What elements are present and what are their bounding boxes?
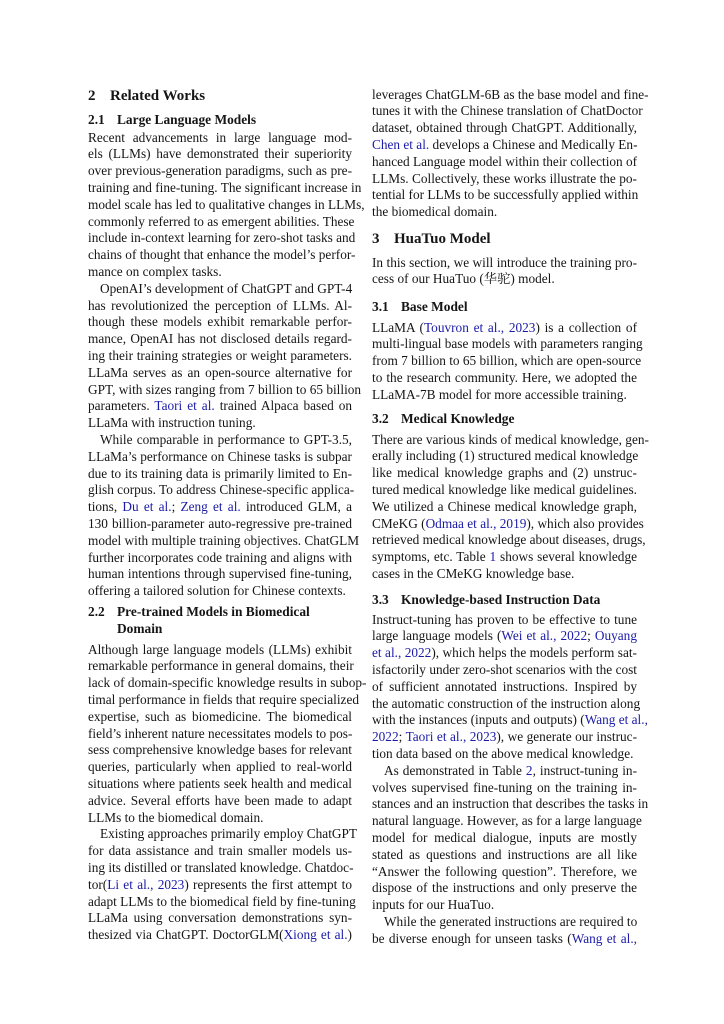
text-segment: adapt LLMs to the biomedical field by fine-tuning — [88, 893, 356, 909]
text-segment: LLaMa serves as an open-source alternative for — [88, 364, 352, 380]
text-line — [372, 679, 637, 696]
text-segment: LLMs to the biomedical domain. — [88, 809, 264, 825]
text-segment: model scale has led to qualitative changes in LLMs, — [88, 196, 365, 212]
text-line — [372, 712, 648, 729]
citation-link[interactable]: Xiong et al. — [283, 927, 348, 943]
text-line — [372, 566, 637, 583]
text-line — [372, 499, 637, 516]
text-segment: tunes it with the Chinese translation of ChatDoctor — [372, 103, 643, 119]
text-line — [88, 331, 352, 348]
section-number: 2.1 — [88, 112, 105, 127]
text-line — [88, 130, 352, 147]
section-title: Related Works — [110, 88, 206, 104]
citation-link[interactable]: Taori et al., 2023 — [405, 729, 497, 745]
subsection-heading — [372, 410, 637, 427]
text-segment: leverages ChatGLM-6B as the base model and fine- — [372, 86, 649, 102]
text-segment: OpenAI’s development of ChatGPT and GPT-4 — [100, 280, 353, 296]
text-segment: lack of domain-specific knowledge results in subop- — [88, 675, 367, 691]
text-line — [372, 830, 637, 847]
text-segment: inputs for our HuaTuo. — [372, 897, 495, 913]
text-segment: over previous-generation paradigms, such as pre- — [88, 163, 352, 179]
text-segment: ), we generate our instruc- — [496, 729, 638, 745]
subsection-heading — [372, 591, 637, 608]
section-heading — [88, 87, 352, 105]
text-segment: 130 billion-parameter auto-regressive pre-trained — [88, 515, 352, 531]
text-segment: cess of our HuaTuo (华驼) model. — [372, 271, 555, 287]
text-line — [88, 658, 352, 675]
section-heading — [372, 230, 637, 248]
text-segment: though these models exhibit remarkable perfor- — [88, 314, 352, 330]
text-segment: tions, — [88, 499, 123, 515]
text-line — [88, 742, 352, 759]
text-line — [372, 255, 637, 272]
text-line — [372, 431, 649, 449]
text-segment: cases in the CMeKG knowledge base. — [372, 565, 575, 581]
text-segment: natural language. However, as for a large language — [372, 813, 642, 829]
text-line — [372, 931, 637, 948]
text-line — [88, 398, 352, 415]
text-segment: queries, particularly when applied to real-world — [88, 759, 352, 775]
right-column — [372, 0, 649, 1024]
text-segment: LLaMA ( — [372, 319, 424, 335]
section-number: 2.2 — [88, 604, 105, 619]
text-segment: Existing approaches primarily employ ChatGPT — [100, 826, 358, 842]
text-segment: ; — [171, 499, 181, 515]
text-line — [88, 264, 352, 281]
citation-link[interactable]: Wei et al., 2022 — [501, 628, 588, 644]
text-line — [372, 120, 637, 137]
text-line — [88, 298, 352, 315]
text-segment: LLaMA-7B model for more accessible training. — [372, 386, 627, 402]
text-segment: the automatic construction of the instruction along — [372, 695, 641, 711]
text-line — [88, 691, 359, 709]
paragraph — [88, 641, 367, 827]
citation-link[interactable]: Li et al., 2023 — [107, 876, 185, 892]
text-segment: LLaMa with instruction tuning. — [88, 415, 256, 431]
text-line — [88, 642, 352, 659]
text-line — [88, 482, 355, 499]
citation-link[interactable]: Du et al. — [122, 499, 172, 515]
text-line — [372, 465, 637, 482]
text-segment: We utilized a Chinese medical knowledge graph, — [372, 498, 637, 514]
text-segment: While comparable in performance to GPT-3.5, — [100, 432, 352, 447]
citation-link[interactable]: Wang et al., — [571, 930, 637, 946]
text-line — [372, 695, 641, 713]
text-segment: has revolutionized the perception of LLMs. Al- — [88, 297, 352, 313]
text-segment: large language models ( — [372, 628, 502, 644]
text-line — [372, 103, 643, 120]
text-line — [372, 353, 642, 370]
text-line — [88, 759, 352, 776]
text-line — [372, 897, 637, 914]
text-line — [88, 432, 352, 449]
text-segment: field’s inherent nature necessitates models to pos- — [88, 725, 353, 741]
text-segment: ), which helps the models perform sat- — [431, 645, 637, 661]
paragraph — [372, 611, 648, 763]
text-segment: introduced GLM, a — [240, 499, 352, 515]
text-segment: Instruct-tuning has proven to be effective to tune — [372, 611, 637, 627]
text-line — [372, 864, 637, 881]
text-line — [372, 628, 637, 645]
text-segment: shows several knowledge — [496, 549, 637, 565]
text-line — [88, 499, 352, 516]
paragraph — [88, 432, 360, 600]
text-segment: volves supervised fine-tuning on the training in- — [372, 779, 637, 795]
text-segment: offering a tailored solution for Chinese contexts. — [88, 583, 346, 599]
text-segment: ing its distilled or translated knowledge. Chatdoc- — [88, 859, 354, 875]
text-line — [88, 776, 352, 793]
text-line — [88, 810, 352, 827]
paragraph — [88, 280, 362, 432]
text-segment: situations where patients seek health and medical — [88, 775, 352, 791]
text-segment: LLMs. Collectively, these works illustrate the po- — [372, 170, 637, 186]
text-segment: be diverse enough for unseen tasks ( — [372, 930, 572, 946]
text-segment: like medical knowledge graphs and (2) unstruc- — [372, 465, 637, 481]
text-line — [88, 826, 358, 843]
text-segment: model with multiple training objectives. ChatGLM — [88, 532, 360, 548]
text-line — [88, 449, 352, 466]
citation-link[interactable]: Touvron et al., 2023 — [423, 319, 536, 335]
text-line — [88, 281, 352, 298]
text-line — [372, 187, 637, 204]
text-segment: trained Alpaca based on — [214, 398, 353, 414]
text-segment: remarkable performance in general domains, their — [88, 658, 354, 674]
text-line — [88, 146, 352, 163]
text-segment: human intentions through supervised fine-tuning, — [88, 566, 352, 582]
text-segment: expertise, such as biomedicine. The biomedical — [88, 708, 352, 724]
paragraph — [372, 319, 643, 404]
text-line — [88, 415, 352, 432]
text-segment: training and fine-tuning. The significant increase in — [88, 179, 362, 195]
text-line — [88, 466, 352, 483]
text-segment: Recent advancements in large language mod- — [88, 129, 352, 145]
text-segment: ; — [587, 628, 595, 644]
text-segment: include in-context learning for zero-shot tasks and — [88, 230, 356, 246]
text-line — [372, 448, 637, 465]
text-segment: from 7 billion to 65 billion, which are open-source — [372, 353, 642, 369]
text-segment: stated as questions and instructions are all like — [372, 846, 637, 862]
text-segment: due to its training data is primarily limited to En- — [88, 465, 352, 481]
text-line — [88, 583, 352, 600]
text-line — [88, 247, 356, 264]
citation-link[interactable]: Taori et al. — [154, 398, 215, 414]
text-segment: retrieved medical knowledge about diseases, drugs, — [372, 532, 646, 548]
text-segment: to the research community. Here, we adopted the — [372, 369, 637, 385]
text-segment: tured medical knowledge like medical guidelines. — [372, 481, 637, 497]
citation-link[interactable]: Chen et al. — [372, 136, 430, 152]
text-line — [372, 204, 637, 221]
text-line — [88, 516, 352, 533]
text-line — [88, 877, 352, 894]
text-segment: thesized via ChatGPT. DoctorGLM( — [88, 927, 284, 943]
text-line — [88, 365, 352, 382]
text-line — [372, 729, 637, 746]
text-segment: isfactorily under zero-shot scenarios with the cost — [372, 661, 637, 677]
text-segment: mance on complex tasks. — [88, 263, 222, 279]
text-segment: Although large language models (LLMs) exhibit — [88, 641, 352, 657]
text-segment: dispose of the instructions and only preserve the — [372, 880, 637, 896]
text-segment: advice. Several efforts have been made to adapt — [88, 792, 352, 808]
text-segment: In this section, we will introduce the training pro- — [372, 254, 637, 270]
text-segment: els (LLMs) have demonstrated their superiority — [88, 146, 352, 162]
text-line — [372, 847, 637, 864]
text-line — [372, 271, 637, 288]
paragraph — [372, 914, 637, 948]
text-segment: “Answer the following question”. Therefore, we — [372, 863, 637, 879]
text-line — [88, 793, 352, 810]
text-line — [372, 914, 637, 931]
text-line — [88, 675, 367, 692]
text-segment: mance, OpenAI has not disclosed details regard- — [88, 331, 352, 347]
section-number: 3.3 — [372, 592, 389, 607]
section-title: HuaTuo Model — [394, 231, 491, 247]
section-number: 3.1 — [372, 299, 389, 314]
text-line — [372, 387, 637, 404]
text-line — [88, 163, 352, 180]
citation-link[interactable]: et al., 2022 — [372, 645, 432, 661]
text-segment: multi-lingual base models with parameters ranging — [372, 336, 643, 352]
text-line — [372, 549, 637, 566]
text-segment: timal performance in fields that require specialized — [88, 691, 359, 707]
text-line — [88, 381, 362, 399]
paragraph — [372, 762, 649, 914]
citation-link[interactable]: Wang et al., — [584, 712, 648, 728]
text-line — [88, 196, 365, 214]
text-segment: chains of thought that enhance the model’s perfor- — [88, 247, 356, 263]
section-title: Medical Knowledge — [401, 411, 515, 426]
text-line — [88, 550, 352, 567]
text-line — [372, 532, 646, 549]
section-number: 3 — [372, 231, 380, 247]
text-line — [88, 860, 352, 877]
text-line — [88, 566, 352, 583]
text-segment: tor( — [88, 876, 108, 892]
text-line — [88, 927, 352, 944]
citation-link[interactable]: 2022 — [372, 729, 399, 745]
text-segment: ), which also provides — [526, 515, 644, 531]
text-segment: As demonstrated in Table — [384, 762, 526, 778]
text-line — [372, 86, 649, 104]
text-segment: While the generated instructions are required to — [384, 914, 638, 929]
text-segment: LLaMa’s performance on Chinese tasks is subpar — [88, 448, 352, 464]
text-segment: ; — [398, 729, 406, 745]
text-line — [372, 645, 637, 662]
text-segment: further incorporates code training and aligns with — [88, 549, 352, 565]
text-line — [88, 179, 362, 197]
text-line — [372, 154, 637, 171]
text-segment: glish corpus. To address Chinese-specific applica- — [88, 482, 355, 498]
text-segment: stances and an instruction that describes the tasks in — [372, 796, 649, 812]
left-column — [88, 0, 367, 1024]
paragraph — [88, 826, 358, 944]
text-segment: dataset, obtained through ChatGPT. Additionally, — [372, 120, 637, 136]
citation-link[interactable]: Odmaa et al., 2019 — [425, 515, 527, 531]
text-line — [372, 813, 642, 830]
section-title: Large Language Models — [117, 112, 257, 127]
text-line — [88, 230, 356, 247]
citation-link[interactable]: Zeng et al. — [180, 499, 241, 515]
text-line — [88, 213, 355, 231]
paragraph — [372, 431, 649, 583]
subsection-heading — [88, 603, 352, 637]
citation-link[interactable]: Ouyang — [594, 628, 637, 644]
text-line — [88, 726, 352, 743]
section-title: Knowledge-based Instruction Data — [401, 592, 601, 607]
text-segment: sess comprehensive knowledge bases for relevant — [88, 742, 353, 758]
section-title: Pre-trained Models in Biomedical Domain — [117, 604, 310, 636]
text-segment: GPT, with sizes ranging from 7 billion to 65 billion — [88, 381, 362, 397]
text-segment: for data assistance and train smaller models us- — [88, 843, 352, 859]
text-segment: ) represents the first attempt to — [184, 876, 352, 892]
paragraph — [88, 129, 365, 281]
paragraph — [372, 255, 637, 289]
text-line — [372, 662, 637, 679]
text-segment: tential for LLMs to be successfully applied within — [372, 187, 639, 203]
text-line — [372, 370, 637, 387]
section-number: 2 — [88, 88, 96, 104]
text-segment: tion data based on the above medical knowledge. — [372, 745, 634, 761]
text-line — [88, 893, 356, 911]
section-number: 3.2 — [372, 411, 389, 426]
citation-link[interactable]: 2 — [525, 762, 533, 778]
text-line — [372, 137, 637, 154]
text-segment: , instruct-tuning in- — [532, 762, 637, 778]
text-segment: There are various kinds of medical knowledge, gen- — [372, 431, 649, 447]
text-line — [372, 320, 637, 337]
text-segment: develops a Chinese and Medically En- — [429, 136, 638, 152]
text-segment: symptoms, etc. Table — [372, 549, 490, 565]
text-segment: hanced Language model within their collection of — [372, 153, 638, 169]
text-segment: model for medical dialogue, inputs are mostly — [372, 829, 637, 845]
text-line — [372, 482, 637, 499]
text-segment: the biomedical domain. — [372, 204, 498, 220]
section-title: Base Model — [401, 299, 468, 314]
text-line — [88, 843, 352, 860]
text-segment: LLaMa using conversation demonstrations syn- — [88, 910, 352, 926]
text-line — [372, 171, 637, 188]
text-line — [88, 314, 352, 331]
text-segment: parameters. — [88, 398, 155, 414]
text-line — [88, 532, 360, 550]
text-line — [372, 763, 637, 780]
text-line — [372, 515, 644, 533]
subsection-heading — [88, 111, 352, 128]
text-segment: with the instances (inputs and outputs) ( — [372, 712, 585, 728]
text-line — [88, 709, 352, 726]
text-line — [372, 780, 637, 797]
text-segment: CMeKG ( — [372, 515, 426, 531]
subsection-heading — [372, 298, 637, 315]
text-line — [372, 880, 637, 897]
text-line — [372, 796, 649, 813]
text-segment: ing their training strategies or weight parameters. — [88, 347, 352, 363]
text-segment: commonly referred to as emergent abilities. These — [88, 213, 355, 229]
text-line — [372, 612, 637, 629]
text-segment: of sufficient annotated instructions. Inspired by — [372, 678, 637, 694]
text-line — [372, 746, 637, 763]
text-line — [88, 910, 352, 927]
text-segment: ) is a collection of — [535, 319, 637, 335]
text-segment: ) — [347, 927, 352, 943]
text-segment: erally including (1) structured medical knowledge — [372, 448, 639, 464]
citation-link[interactable]: 1 — [489, 549, 497, 565]
paragraph — [372, 86, 649, 221]
text-line — [88, 348, 352, 365]
text-line — [372, 336, 643, 353]
